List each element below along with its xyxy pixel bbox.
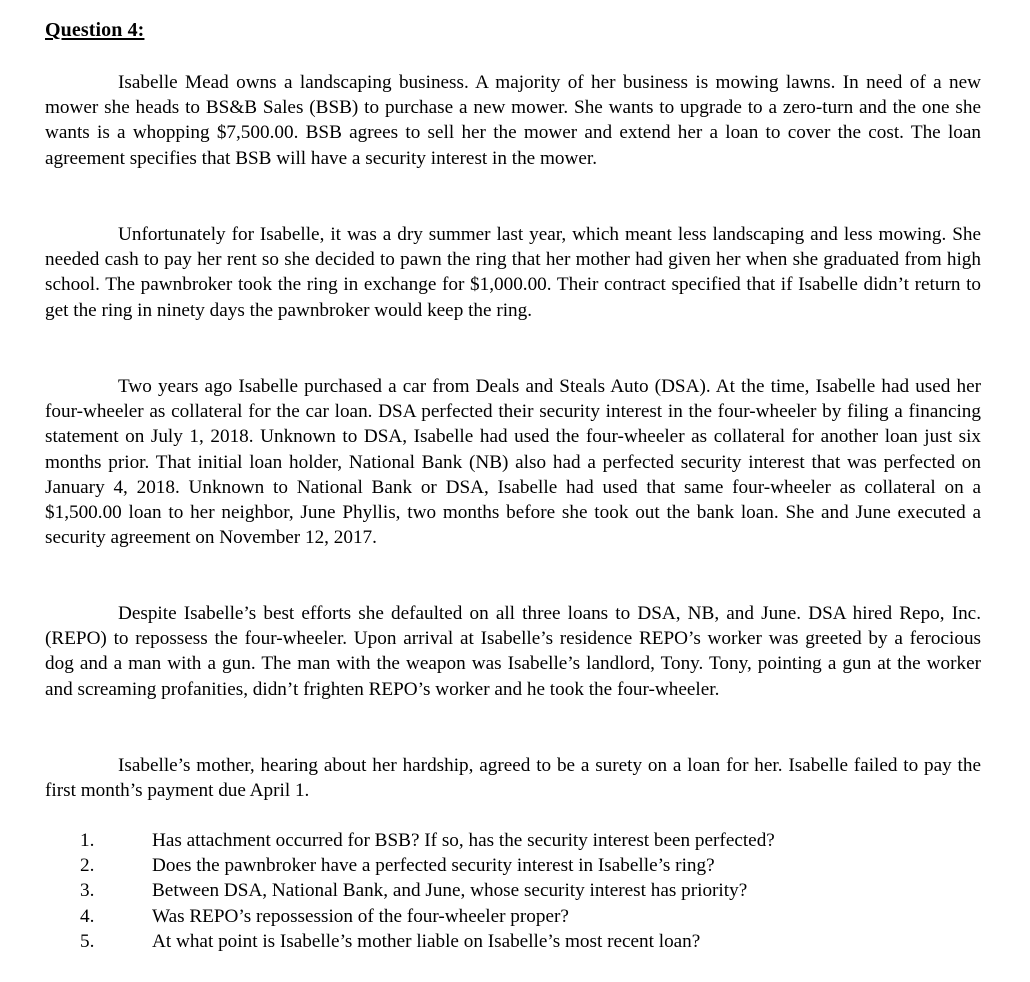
paragraph-pawned-ring: Unfortunately for Isabelle, it was a dry summer last year, which meant less landscaping and less mowing. She needed cash to pay her rent so she decided to pawn the ring that her mother had given her when she graduated from high school. The pawnbroker took the ring in exchange for $1,000.00. Their contract specified that if Isabelle didn’t return to get the ring in ninety days the pawnbroker would keep the ring. <box>45 224 981 321</box>
question-item <box>45 929 981 954</box>
question-heading: Question 4: <box>45 19 145 41</box>
question-number: 1. <box>80 830 95 851</box>
question-text: Has attachment occurred for BSB? If so, has the security interest been perfected? <box>152 830 775 851</box>
question-number: 5. <box>80 930 95 952</box>
question-text: At what point is Isabelle’s mother liable on Isabelle’s most recent loan? <box>152 930 701 952</box>
paragraph-four-wheeler-collateral: Two years ago Isabelle purchased a car from Deals and Steals Auto (DSA). At the time, Isabelle had used her four-wheeler as collateral for the car loan. DSA perfected their security interest in the four-wheeler by filing a financing statement on July 1, 2018. Unknown to DSA, Isabelle had used the four-wheeler as collateral for another loan just six months prior. That initial loan holder, National Bank (NB) also had a perfected security interest that was perfected on January 4, 2018. Unknown to National Bank or DSA, Isabelle had used that same four-wheeler as collateral on a $1,500.00 loan to her neighbor, June Phyllis, two months before she took out the bank loan. She and June executed a security agreement on November 12, 2017. <box>45 376 981 549</box>
question-text: Was REPO’s repossession of the four-wheeler proper? <box>152 905 569 927</box>
paragraph-mower-purchase: Isabelle Mead owns a landscaping business. A majority of her business is mowing lawns. In need of a new mower she heads to BS&B Sales (BSB) to purchase a new mower. She wants to upgrade to a zero-turn and the one she wants is a whopping $7,500.00. BSB agrees to sell her the mower and extend her a loan to cover the cost. The loan agreement specifies that BSB will have a security interest in the mower. <box>45 72 981 169</box>
paragraph-repossession: Despite Isabelle’s best efforts she defaulted on all three loans to DSA, NB, and June. DSA hired Repo, Inc. (REPO) to repossess the four-wheeler. Upon arrival at Isabelle’s residence REPO’s worker was greeted by a ferocious dog and a man with a gun. The man with the weapon was Isabelle’s landlord, Tony. Tony, pointing a gun at the worker and screaming profanities, didn’t frighten REPO’s worker and he took the four-wheeler. <box>45 603 981 700</box>
question-item <box>45 828 981 853</box>
question-item <box>45 853 981 878</box>
question-item <box>45 878 981 903</box>
question-number: 3. <box>80 880 95 902</box>
question-item <box>45 904 981 929</box>
question-text: Between DSA, National Bank, and June, whose security interest has priority? <box>152 880 748 902</box>
question-number: 4. <box>80 905 95 927</box>
question-number: 2. <box>80 855 95 877</box>
paragraph-surety-loan: Isabelle’s mother, hearing about her hardship, agreed to be a surety on a loan for her. Isabelle failed to pay the first month’s payment due April 1. <box>45 755 981 802</box>
question-text: Does the pawnbroker have a perfected security interest in Isabelle’s ring? <box>152 855 715 877</box>
question-list <box>45 828 981 954</box>
